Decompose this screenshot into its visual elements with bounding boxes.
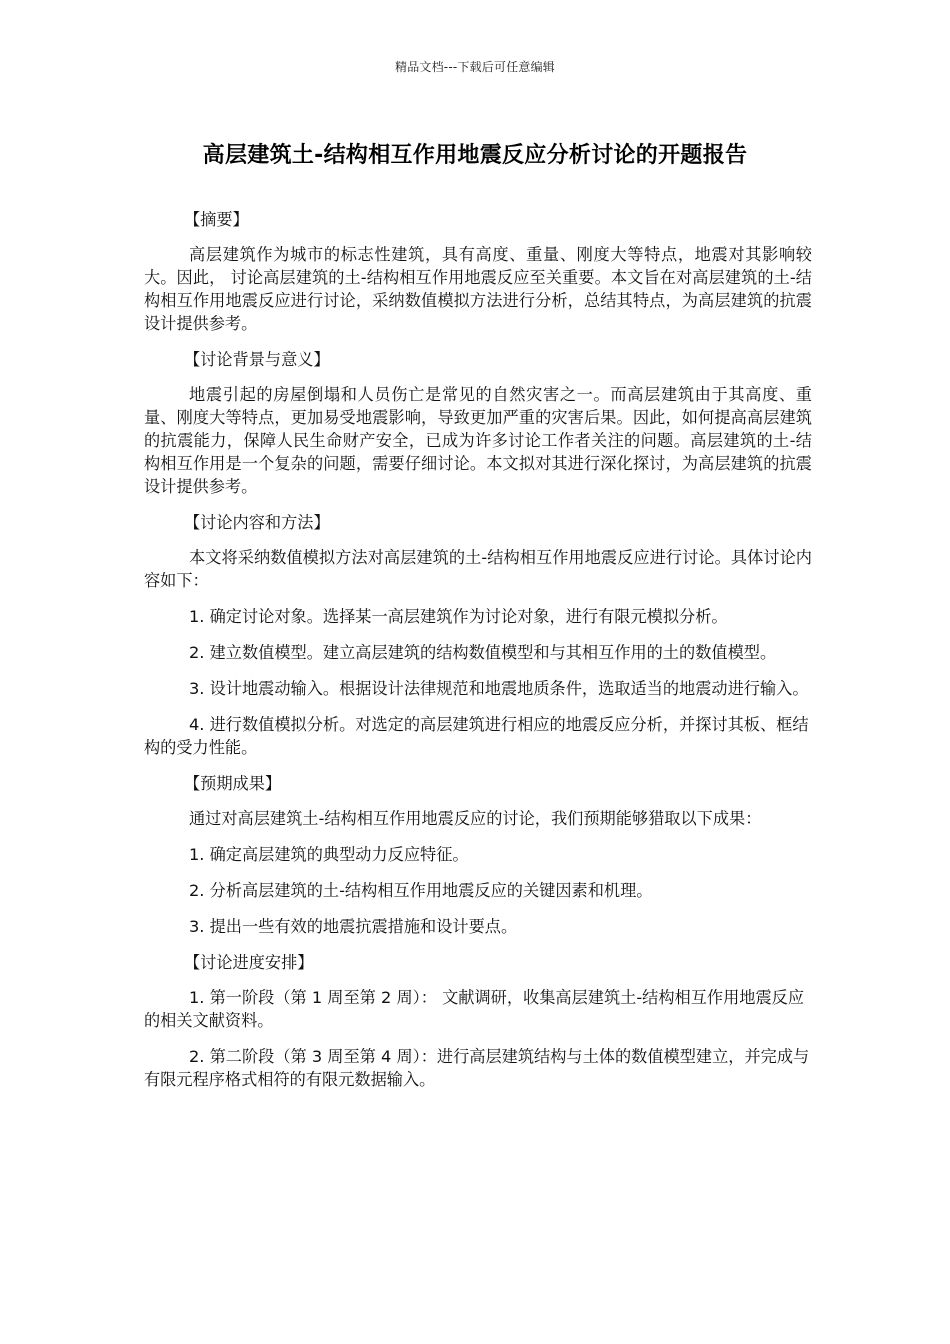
schedule-item: 2. 第二阶段（第 3 周至第 4 周）：进行高层建筑结构与土体的数值模型建立，并完成与有限元程序格式相符的有限元数据输入。 bbox=[144, 1047, 810, 1089]
results-item: 1. 确定高层建筑的典型动力反应特征。 bbox=[189, 845, 469, 864]
abstract-paragraph: 高层建筑作为城市的标志性建筑，具有高度、重量、刚度大等特点，地震对其影响较大。因此， 讨论高层建筑的土-结构相互作用地震反应至关重要。本文旨在对高层建筑的土-结构相互作用地震反应进行讨论，采纳数值模拟方法进行分析，总结其特点，为高层建筑的抗震设计提供参考。 bbox=[144, 245, 812, 333]
results-item: 2. 分析高层建筑的土-结构相互作用地震反应的关键因素和机理。 bbox=[189, 881, 653, 900]
methods-item: 2. 建立数值模型。建立高层建筑的结构数值模型和与其相互作用的土的数值模型。 bbox=[189, 643, 777, 662]
results-intro: 通过对高层建筑土-结构相互作用地震反应的讨论，我们预期能够猎取以下成果： bbox=[189, 809, 762, 828]
background-heading: 【讨论背景与意义】 bbox=[184, 350, 330, 369]
background-paragraph: 地震引起的房屋倒塌和人员伤亡是常见的自然灾害之一。而高层建筑由于其高度、重量、刚度大等特点，更加易受地震影响，导致更加严重的灾害后果。因此，如何提高高层建筑的抗震能力，保障人民生命财产安全，已成为许多讨论工作者关注的问题。高层建筑的土-结构相互作用是一个复杂的问题，需要仔细讨论。本文拟对其进行深化探讨，为高层建筑的抗震设计提供参考。 bbox=[144, 385, 812, 496]
methods-item: 4. 进行数值模拟分析。对选定的高层建筑进行相应的地震反应分析，并探讨其板、框结构的受力性能。 bbox=[144, 715, 809, 757]
schedule-heading: 【讨论进度安排】 bbox=[184, 953, 314, 972]
header-note: 精品文档---下载后可任意编辑 bbox=[395, 60, 555, 74]
document-title: 高层建筑土-结构相互作用地震反应分析讨论的开题报告 bbox=[202, 143, 748, 168]
document-body bbox=[144, 208, 812, 1104]
methods-intro: 本文将采纳数值模拟方法对高层建筑的土-结构相互作用地震反应进行讨论。具体讨论内容如下： bbox=[144, 548, 812, 590]
results-heading: 【预期成果】 bbox=[184, 774, 282, 793]
abstract-heading: 【摘要】 bbox=[184, 210, 249, 229]
methods-item: 3. 设计地震动输入。根据设计法律规范和地震地质条件，选取适当的地震动进行输入。 bbox=[189, 679, 809, 698]
results-item: 3. 提出一些有效的地震抗震措施和设计要点。 bbox=[189, 917, 518, 936]
schedule-item: 1. 第一阶段（第 1 周至第 2 周）： 文献调研，收集高层建筑土-结构相互作用地震反应的相关文献资料。 bbox=[144, 988, 805, 1030]
methods-item: 1. 确定讨论对象。选择某一高层建筑作为讨论对象，进行有限元模拟分析。 bbox=[189, 607, 728, 626]
methods-heading: 【讨论内容和方法】 bbox=[184, 513, 330, 532]
